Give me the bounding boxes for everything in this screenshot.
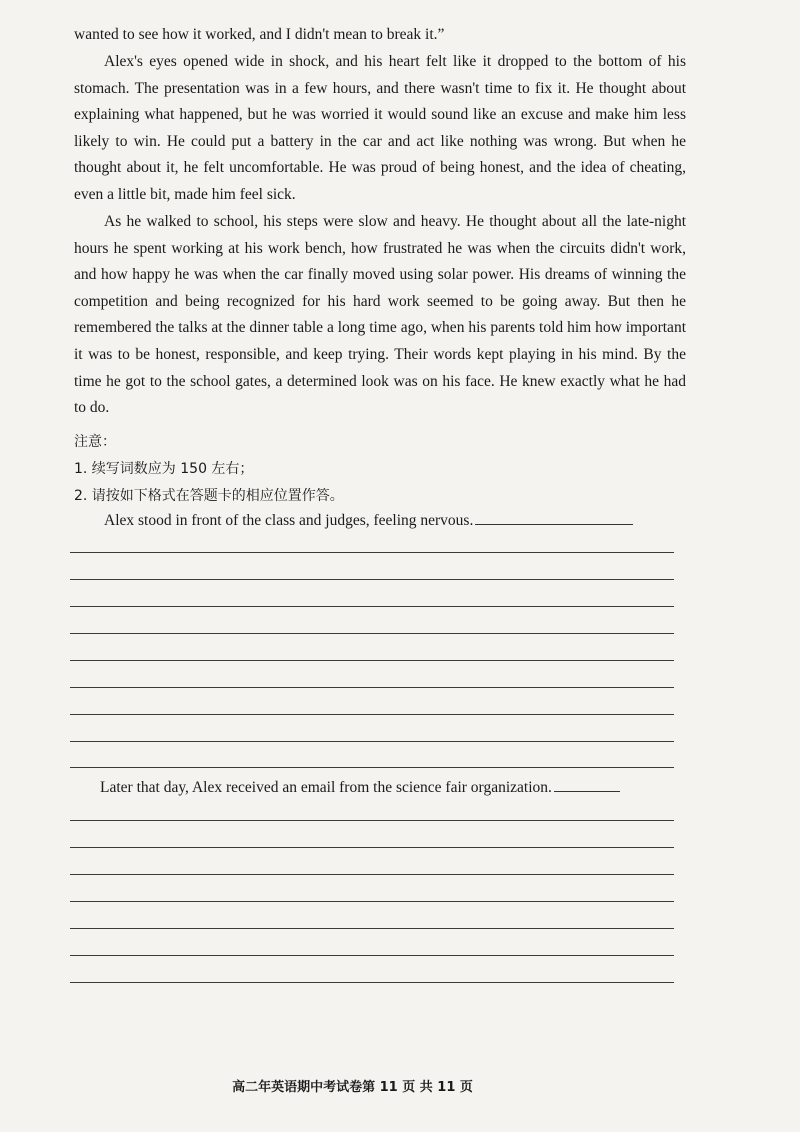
note-item-1: 1. 续写词数应为 150 左右；: [74, 461, 254, 477]
answer-line-12[interactable]: [70, 874, 674, 875]
prompt-second-text: Later that day, Alex received an email from the science fair organization.: [100, 779, 552, 796]
passage-paragraph-0: wanted to see how it worked, and I didn't mean to break it.”: [74, 26, 445, 43]
answer-line-9[interactable]: [70, 767, 674, 768]
passage-paragraph-1: Alex's eyes opened wide in shock, and his heart felt like it dropped to the bottom of his stomach. The presentation was in a few hours, and there wasn't time to fix it. He thought about explaining what happened, but he was worried it would sound like an excuse and make him less likely to win. He could put a battery in the car and act like nothing was wrong. But when he thought about it, he felt uncomfortable. He was proud of being honest, and the idea of cheating, even a little bit, made him feel sick.: [74, 53, 686, 203]
page-footer: [0, 1076, 800, 1095]
answer-line-6[interactable]: [70, 687, 674, 688]
prompt-second-blank[interactable]: [554, 777, 620, 792]
page-footer-text: 高二年英语期中考试卷第 11 页 共 11 页: [232, 1080, 473, 1095]
answer-line-5[interactable]: [70, 660, 674, 661]
answer-line-7[interactable]: [70, 714, 674, 715]
answer-line-8[interactable]: [70, 741, 674, 742]
answer-line-4[interactable]: [70, 633, 674, 634]
answer-line-3[interactable]: [70, 606, 674, 607]
prompt-first-blank[interactable]: [475, 510, 633, 525]
answer-line-14[interactable]: [70, 928, 674, 929]
passage-paragraph-2: As he walked to school, his steps were slow and heavy. He thought about all the late-night hours he spent working at his work bench, how frustrated he was when the circuits didn't work, and how happy he was when the car finally moved using solar power. His dreams of winning the competition and being recognized for his hard work seemed to be going away. But then he remembered the talks at the dinner table a long time ago, when his parents told him how important it was to be honest, responsible, and keep trying. Their words kept playing in his mind. By the time he got to the school gates, a determined look was on his face. He knew exactly what he had to do.: [74, 213, 686, 417]
answer-line-11[interactable]: [70, 847, 674, 848]
answer-line-10[interactable]: [70, 820, 674, 821]
prompt-first: [104, 510, 633, 530]
answer-line-16[interactable]: [70, 982, 674, 983]
notes-title: 注意：: [74, 434, 116, 450]
note-item-2: 2. 请按如下格式在答题卡的相应位置作答。: [74, 488, 344, 504]
answer-line-13[interactable]: [70, 901, 674, 902]
prompt-second: [100, 777, 620, 797]
answer-line-2[interactable]: [70, 579, 674, 580]
answer-line-1[interactable]: [70, 552, 674, 553]
answer-line-15[interactable]: [70, 955, 674, 956]
prompt-first-text: Alex stood in front of the class and judges, feeling nervous.: [104, 512, 474, 529]
